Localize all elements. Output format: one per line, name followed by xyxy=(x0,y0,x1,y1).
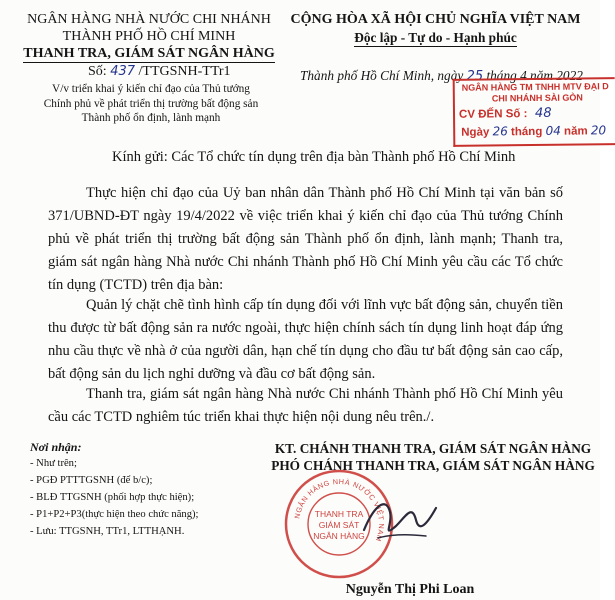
received-date-month-label: tháng xyxy=(510,125,543,139)
subject-line1: V/v triển khai ý kiến chỉ đạo của Thủ tướng xyxy=(52,83,250,95)
received-stamp-line2: CHI NHÁNH SÀI GÒN xyxy=(491,92,583,104)
issue-date-rest: tháng 4 năm 2022 xyxy=(486,68,583,83)
org-header xyxy=(0,11,298,63)
body-paragraph-3-text: Thanh tra, giám sát ngân hàng Nhà nước Chi nhánh Thành phố Hồ Chí Minh yêu cầu các TCTD nghiêm túc triển khai thực hiện nội dung nêu trên./. xyxy=(48,386,563,425)
received-date-label: Ngày xyxy=(461,126,490,139)
seal-center-line1: THANH TRA xyxy=(314,509,364,519)
org-department-text: THANH TRA, GIÁM SÁT NGÂN HÀNG xyxy=(23,46,275,61)
salutation: Kính gửi: Các Tổ chức tín dụng trên địa bàn Thành phố Hồ Chí Minh xyxy=(112,149,516,165)
recipients-title: Nơi nhận: xyxy=(30,440,82,454)
received-stamp-line1: NGÂN HÀNG TM TNHH MTV ĐẠI D xyxy=(461,81,609,93)
received-stamp xyxy=(453,77,615,147)
seal-ring-text: NGÂN HÀNG NHÀ NƯỚC VIỆT NAM xyxy=(292,476,387,544)
received-date-month: 04 xyxy=(545,123,561,138)
recipient-item: - Như trên; xyxy=(30,458,77,469)
signature-title-line1: KT. CHÁNH THANH TRA, GIÁM SÁT NGÂN HÀNG xyxy=(274,441,592,456)
received-date-year: 20 xyxy=(590,123,607,138)
received-date-day: 26 xyxy=(492,124,508,139)
doc-number-suffix: /TTGSNH-TTr1 xyxy=(138,64,231,79)
org-name-line1: NGÂN HÀNG NHÀ NƯỚC CHI NHÁNH xyxy=(27,12,271,27)
subject-line2: Chính phủ về phát triển thị trường bất động sản xyxy=(43,97,259,110)
doc-number-handwritten: 437 xyxy=(110,64,136,79)
issue-date-prefix: Thành phố Hồ Chí Minh, ngày xyxy=(300,68,464,83)
received-stamp-date xyxy=(461,123,606,139)
doc-subject xyxy=(4,82,298,126)
doc-number xyxy=(88,64,231,80)
org-name-line2: THÀNH PHỐ HỒ CHÍ MINH xyxy=(62,29,236,44)
body-paragraph-1 xyxy=(48,182,563,297)
body-paragraph-2-text: Quản lý chặt chẽ tình hình cấp tín dụng đối với lĩnh vực bất động sản, chuyển tiền thu được từ bất động sản ra nước ngoài, thực hiện chính sách tín dụng linh hoạt đáp ứng nhu cầu thực về nhà ở của người dân, hạn chế tín dụng cho đầu tư bất động sản cao cấp, bất động sản du lịch nghỉ dưỡng và đầu cơ bất động sản. xyxy=(48,297,563,382)
recipient-item: - PGĐ PTTTGSNH (để b/c); xyxy=(30,475,153,486)
national-title: CỘNG HÒA XÃ HỘI CHỦ NGHĨA VIỆT NAM xyxy=(290,12,581,27)
recipient-item: - Lưu: TTGSNH, TTr1, LTTHẠNH. xyxy=(30,526,185,537)
received-stamp-cv-label: CV ĐẾN Số : xyxy=(458,108,528,121)
received-stamp-cv-number: 48 xyxy=(534,105,552,121)
handwritten-signature xyxy=(356,486,446,556)
body-paragraph-1-text: Thực hiện chỉ đạo của Uỷ ban nhân dân Thành phố Hồ Chí Minh tại văn bản số 371/UBND-ĐT ngày 19/4/2022 về việc triển khai ý kiến chỉ đạo của Thủ tướng Chính phủ về phát triển thị trường bất động sản Thành phố ổn định, lành mạnh; Thanh tra, giám sát ngân hàng Nhà nước Chi nhánh Thành phố Hồ Chí Minh yêu cầu các Tổ chức tín dụng (TCTD) trên địa bàn: xyxy=(48,185,563,293)
issue-date-day-handwritten: 25 xyxy=(466,69,484,84)
doc-number-prefix: Số: xyxy=(88,64,107,79)
signature-title-line2: PHÓ CHÁNH THANH TRA, GIÁM SÁT NGÂN HÀNG xyxy=(271,458,595,473)
seal-center-line2: GIÁM SÁT xyxy=(318,520,360,530)
org-department xyxy=(0,45,298,63)
subject-line3: Thành phố ổn định, lành mạnh xyxy=(81,112,221,124)
national-header xyxy=(283,11,588,47)
signer-name: Nguyễn Thị Phi Loan xyxy=(345,582,475,597)
recipient-item: - BLĐ TTGSNH (phối hợp thực hiện); xyxy=(30,492,195,503)
seal-center-line3: NGÂN HÀNG xyxy=(313,531,365,541)
body-paragraph-3 xyxy=(48,383,563,429)
recipient-item: - P1+P2+P3(thực hiện theo chức năng); xyxy=(30,509,199,520)
received-date-year-label: năm xyxy=(563,125,588,138)
national-motto xyxy=(283,29,588,47)
body-paragraph-2 xyxy=(48,294,563,386)
national-motto-text: Độc lập - Tự do - Hạnh phúc xyxy=(354,30,517,45)
